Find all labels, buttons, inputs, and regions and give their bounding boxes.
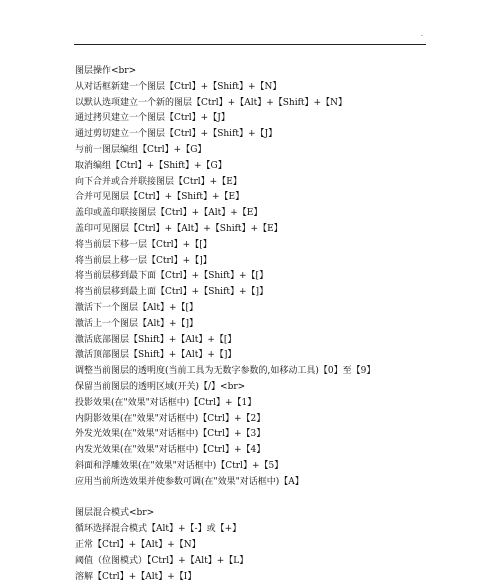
- shortcut-line: 将当前层上移一层【Ctrl】+【]】: [75, 254, 435, 270]
- shortcut-line: 从对话框新建一个图层【Ctrl】+【Shift】+【N】: [75, 80, 435, 96]
- header-rule: [74, 44, 426, 45]
- shortcut-line: 应用当前所选效果并使参数可调(在"效果"对话框中)【A】: [75, 475, 435, 491]
- section-layer-operations: [75, 64, 435, 491]
- shortcut-line: 通过剪切建立一个图层【Ctrl】+【Shift】+【J】: [75, 127, 435, 143]
- shortcut-line: 将当前层下移一层【Ctrl】+【[】: [75, 238, 435, 254]
- shortcut-line: 取消编组【Ctrl】+【Shift】+【G】: [75, 159, 435, 175]
- shortcut-line: 循环选择混合模式【Alt】+【-】或【+】: [75, 522, 435, 538]
- shortcut-line: 斜面和浮雕效果(在"效果"对话框中)【Ctrl】+【5】: [75, 459, 435, 475]
- shortcut-line: 通过拷贝建立一个图层【Ctrl】+【J】: [75, 111, 435, 127]
- shortcut-line: 溶解【Ctrl】+【Alt】+【I】: [75, 570, 435, 585]
- shortcut-line: 将当前层移到最上面【Ctrl】+【Shift】+【]】: [75, 285, 435, 301]
- shortcut-line: 与前一图层编组【Ctrl】+【G】: [75, 143, 435, 159]
- section-spacer: [75, 491, 435, 507]
- page-corner-mark: ·: [421, 34, 423, 40]
- shortcut-line: 正常【Ctrl】+【Alt】+【N】: [75, 538, 435, 554]
- shortcut-line: 调整当前图层的透明度(当前工具为无数字参数的,如移动工具)【0】至【9】: [75, 364, 435, 380]
- section-heading: 图层操作<br>: [75, 64, 435, 80]
- shortcut-line: 内发光效果(在"效果"对话框中)【Ctrl】+【4】: [75, 443, 435, 459]
- shortcut-line: 内阴影效果(在"效果"对话框中)【Ctrl】+【2】: [75, 412, 435, 428]
- shortcut-line: 将当前层移到最下面【Ctrl】+【Shift】+【[】: [75, 269, 435, 285]
- section-blend-modes: [75, 506, 435, 585]
- section-heading: 图层混合模式<br>: [75, 506, 435, 522]
- shortcut-line: 盖印可见图层【Ctrl】+【Alt】+【Shift】+【E】: [75, 222, 435, 238]
- shortcut-line: 保留当前图层的透明区域(开关)【/】<br>: [75, 380, 435, 396]
- shortcut-line: 激活底部图层【Shift】+【Alt】+【[】: [75, 333, 435, 349]
- shortcut-line: 向下合并或合并联接图层【Ctrl】+【E】: [75, 175, 435, 191]
- document-body: [75, 64, 435, 585]
- shortcut-line: 激活顶部图层【Shift】+【Alt】+【]】: [75, 348, 435, 364]
- shortcut-line: 合并可见图层【Ctrl】+【Shift】+【E】: [75, 190, 435, 206]
- shortcut-line: 外发光效果(在"效果"对话框中)【Ctrl】+【3】: [75, 427, 435, 443]
- shortcut-line: 激活下一个图层【Alt】+【[】: [75, 301, 435, 317]
- shortcut-line: 盖印或盖印联接图层【Ctrl】+【Alt】+【E】: [75, 206, 435, 222]
- shortcut-line: 阈值（位图模式）【Ctrl】+【Alt】+【L】: [75, 554, 435, 570]
- shortcut-line: 以默认选项建立一个新的图层【Ctrl】+【Alt】+【Shift】+【N】: [75, 96, 435, 112]
- shortcut-line: 投影效果(在"效果"对话框中)【Ctrl】+【1】: [75, 396, 435, 412]
- shortcut-line: 激活上一个图层【Alt】+【]】: [75, 317, 435, 333]
